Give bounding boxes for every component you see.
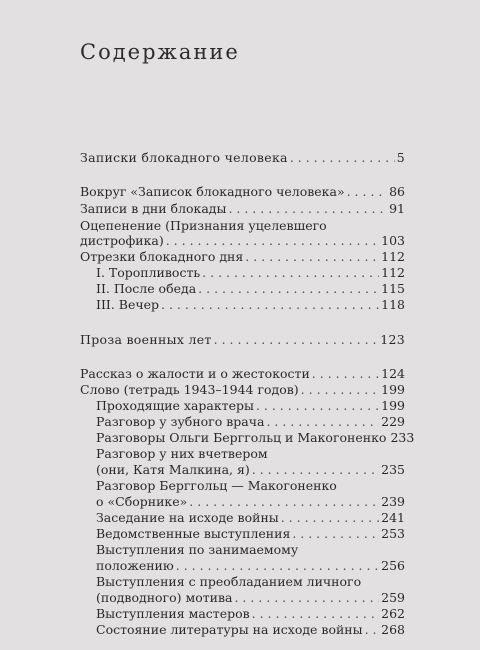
toc-entry[interactable]: [80, 201, 405, 217]
toc-entry-page: 262: [381, 606, 405, 621]
toc-entry[interactable]: [96, 281, 405, 297]
dot-leader: [189, 494, 379, 510]
toc-entry[interactable]: [80, 382, 405, 398]
toc-entry-page: 115: [381, 281, 405, 296]
toc-entry-page: 199: [381, 398, 405, 413]
dot-leader: [228, 201, 387, 217]
toc-entry[interactable]: [80, 184, 405, 200]
toc-entry-page: 5: [396, 150, 405, 165]
toc-entry[interactable]: [96, 265, 405, 281]
toc-entry-page: 233: [390, 430, 415, 445]
dot-leader: [166, 233, 379, 249]
toc-entry[interactable]: [96, 526, 405, 542]
toc-entry-page: 229: [381, 414, 405, 429]
dot-leader: [301, 382, 379, 398]
toc-entry-title: Записки блокадного человека: [80, 150, 288, 165]
toc-entry-page: 118: [381, 297, 405, 312]
toc-entry[interactable]: [96, 494, 405, 510]
toc-entry-page: 253: [381, 526, 405, 541]
dot-leader: [202, 265, 379, 281]
toc-entry[interactable]: [96, 414, 405, 430]
toc-entry-continued[interactable]: Выступления с преобладанием личного: [96, 574, 362, 589]
toc-entry-page: 86: [389, 184, 405, 199]
toc-entry[interactable]: [96, 606, 405, 622]
toc-entry-title: положению: [96, 558, 174, 573]
toc-entry-title: II. После обеда: [96, 281, 197, 296]
dot-leader: [245, 249, 379, 265]
dot-leader: [292, 526, 379, 542]
toc-entry-page: 91: [389, 201, 405, 216]
toc-entry-page: 256: [381, 558, 405, 573]
toc-entry-page: 268: [381, 622, 405, 637]
toc-entry-page: 199: [381, 382, 405, 397]
toc-entry-page: 112: [381, 265, 405, 280]
toc-entry-title: Проходящие характеры: [96, 398, 254, 413]
toc-entry[interactable]: [96, 430, 415, 446]
dot-leader: [198, 281, 379, 297]
dot-leader: [266, 414, 379, 430]
dot-leader: [312, 366, 379, 382]
dot-leader: [234, 590, 379, 606]
dot-leader: [252, 462, 379, 478]
toc-entry[interactable]: [96, 590, 405, 606]
toc-entry-title: Отрезки блокадного дня: [80, 249, 244, 264]
toc-entry[interactable]: [80, 150, 405, 166]
toc-entry-title: (подводного) мотива: [96, 590, 233, 605]
toc-entry[interactable]: [96, 297, 405, 313]
dot-leader: [214, 332, 379, 348]
dot-leader: [161, 297, 379, 313]
dot-leader: [252, 606, 379, 622]
toc-entry-title: Разговоры Ольги Берггольц и Макогоненко: [96, 430, 387, 445]
toc-entry-title: Ведомственные выступления: [96, 526, 291, 541]
toc-entry-title: дистрофика): [80, 233, 164, 248]
toc-entry[interactable]: [96, 462, 405, 478]
toc-entry-page: 259: [381, 590, 405, 605]
dot-leader: [176, 558, 379, 574]
toc-entry-page: 235: [381, 462, 405, 477]
toc-entry[interactable]: [80, 233, 405, 249]
toc-entry-page: 239: [381, 494, 405, 509]
dot-leader: [290, 150, 395, 166]
toc-entry[interactable]: [80, 332, 405, 348]
toc-entry-page: 112: [381, 249, 405, 264]
toc-entry-title: о «Сборнике»: [96, 494, 188, 509]
toc-entry-title: Заседание на исходе войны: [96, 510, 279, 525]
toc-entry-title: Рассказ о жалости и о жестокости: [80, 366, 310, 381]
toc-entry-title: Вокруг «Записок блокадного человека»: [80, 184, 345, 199]
toc-entry-title: III. Вечер: [96, 297, 160, 312]
toc-entry-title: Разговор у зубного врача: [96, 414, 265, 429]
toc-entry-page: 124: [381, 366, 405, 381]
toc-entry[interactable]: [96, 510, 405, 526]
toc-entry-continued[interactable]: Разговор у них вчетвером: [96, 446, 268, 461]
toc-entry-continued[interactable]: Разговор Берггольц — Макогоненко: [96, 478, 337, 493]
toc-entry-title: I. Торопливость: [96, 265, 201, 280]
toc-entry[interactable]: [80, 366, 405, 382]
toc-entry[interactable]: [96, 398, 405, 414]
dot-leader: [256, 398, 379, 414]
toc-entry-title: Слово (тетрадь 1943–1944 годов): [80, 382, 299, 397]
page-title: Содержание: [80, 40, 240, 64]
dot-leader: [365, 622, 380, 638]
toc-entry[interactable]: [96, 622, 405, 638]
toc-entry-page: 241: [381, 510, 405, 525]
toc-entry-page: 123: [380, 332, 405, 347]
toc-entry-title: (они, Катя Малкина, я): [96, 462, 250, 477]
toc-entry[interactable]: [80, 249, 405, 265]
toc-entry[interactable]: [96, 558, 405, 574]
toc-entry-continued[interactable]: Выступления по занимаемому: [96, 542, 299, 557]
dot-leader: [281, 510, 379, 526]
toc-entry-title: Записи в дни блокады: [80, 201, 227, 216]
toc-entry-continued[interactable]: Оцепенение (Признания уцелевшего: [80, 218, 327, 233]
dot-leader: [347, 184, 387, 200]
toc-entry-title: Выступления мастеров: [96, 606, 250, 621]
toc-entry-title: Проза военных лет: [80, 332, 212, 347]
toc-entry-title: Состояние литературы на исходе войны: [96, 622, 363, 637]
toc-entry-page: 103: [381, 233, 405, 248]
